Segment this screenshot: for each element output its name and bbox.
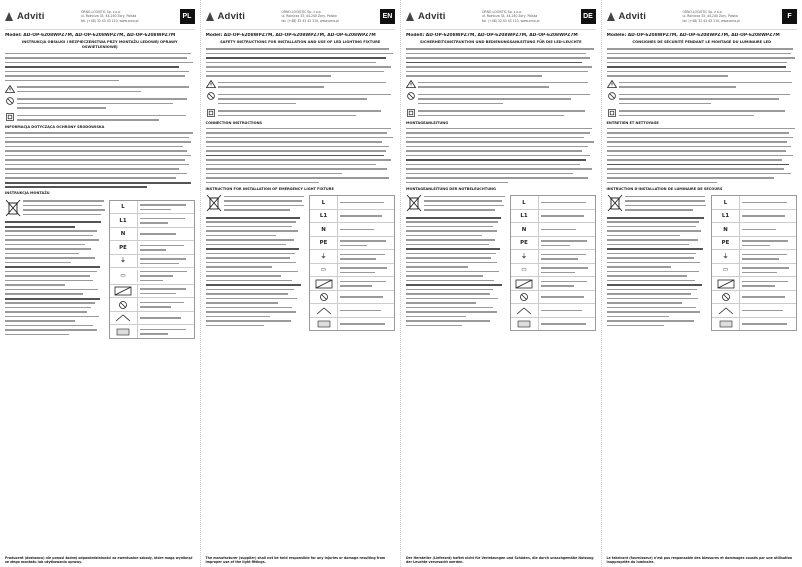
table-row: L	[511, 196, 595, 210]
logo-triangle-icon	[406, 12, 415, 21]
column-de	[401, 0, 602, 567]
table-row: L1	[310, 210, 394, 224]
section-heading: ENTRETIEN ET NETTOYAGE	[606, 120, 659, 125]
column-fr	[602, 0, 802, 567]
table-row: PE	[310, 237, 394, 251]
section-heading: MONTAGEANLEITUNG DER NOTBELEUCHTUNG	[406, 186, 496, 191]
symbol-table	[309, 195, 395, 331]
liability-footer: Der Hersteller (Lieferant) haftet nicht für Verletzungen und Schäden, die durch unsachgemäße Nutzung der Leuchte verursacht werden.	[406, 555, 594, 564]
column-pl	[0, 0, 201, 567]
install-section	[406, 193, 596, 331]
table-row	[310, 277, 394, 291]
column-header	[607, 4, 798, 30]
section-heading: CONNECTION INSTRUCTIONS	[205, 120, 263, 125]
warning-block	[5, 113, 195, 124]
column-header	[206, 4, 396, 30]
liability-footer: Producent (dostawca) nie ponosi żadnej odpowiedzialności za ewentualne szkody, które mogą wyniknąć ze złego montażu lub użytkowania oprawy.	[5, 555, 193, 564]
model-line: Model: AD-OP-6208WPZ7M, AD-OP-6208WPZ7M, AD-OP-6208WPZ7M	[205, 33, 376, 38]
class-ii-icon	[406, 109, 416, 117]
crossed-bin-icon	[206, 194, 222, 212]
table-row: PE	[712, 237, 796, 251]
manual-title: SAFETY INSTRUCTIONS FOR INSTALLATION AND USE OF LED LIGHTING FIXTURE	[220, 40, 381, 44]
model-line: Modèle: AD-OP-6208WPZ7M, AD-OP-6208WPZ7M, AD-OP-6208WPZ7M	[606, 33, 780, 38]
table-row: N	[110, 228, 194, 242]
no-light-source-icon	[406, 92, 416, 100]
table-row: N	[511, 223, 595, 237]
company-address: ORNO-LOGISTIC Sp. z o.o. ul. Rolnicza 33, 44-240 Żory, Polska tel. (+48) 32 43 43 110, www.orno.pl	[482, 10, 540, 23]
intro-paragraph	[206, 47, 396, 79]
crossed-bin-icon	[5, 199, 21, 217]
table-row: ▭	[511, 264, 595, 278]
manual-title: INSTRUKCJA OBSŁUGI I BEZPIECZEŃSTWA PRZY MONTAŻU LEDOWEJ OPRAWY OŚWIETLENIOWEJ	[21, 40, 178, 49]
liability-footer: The manufacturer (supplier) shall not be held responsible for any injuries or damage resulting from improper use of the light fittings.	[205, 555, 386, 564]
symbol-table	[510, 195, 596, 331]
language-badge: PL	[180, 9, 195, 24]
logo-triangle-icon	[5, 12, 14, 21]
table-row: ▭	[110, 268, 194, 285]
table-row: PE	[511, 237, 595, 251]
model-line: Model: AD-OP-6208WPZ7M, AD-OP-6208WPZ7M, AD-OP-6208WPZ7M	[5, 33, 176, 38]
no-light-source-icon	[607, 92, 617, 100]
manual-title: CONSIGNES DE SÉCURITÉ PENDANT LE MONTAGE DU LUMINAIRE LED	[632, 40, 772, 44]
warning-block	[406, 80, 596, 91]
warning-block	[607, 80, 798, 91]
company-address: ORNO-LOGISTIC Sp. z o.o. ul. Rolnicza 33, 44-240 Żory, Polska tel. (+48) 32 43 43 110, www.orno.pl	[81, 10, 139, 23]
section-paragraph	[406, 126, 596, 185]
adviti-logo: Adviti	[206, 11, 268, 22]
table-row	[110, 285, 194, 299]
logo-triangle-icon	[206, 12, 215, 21]
section-heading: INSTRUCTION D'INSTALLATION DE LUMINAIRE DE SECOURS	[606, 186, 723, 191]
table-row: ▭	[712, 264, 796, 278]
recycle-block	[406, 194, 507, 214]
logo-triangle-icon	[607, 12, 616, 21]
column-header	[5, 4, 195, 30]
table-row	[511, 304, 595, 318]
warning-block	[406, 92, 596, 108]
section-heading: INFORMACJA DOTYCZĄCA OCHRONY ŚRODOWISKA	[5, 125, 105, 130]
table-row: PE	[110, 241, 194, 255]
intro-paragraph	[5, 51, 195, 83]
table-row	[310, 291, 394, 305]
table-row: L1	[511, 210, 595, 224]
table-row: L1	[712, 210, 796, 224]
install-section	[5, 198, 195, 339]
install-section	[206, 193, 396, 331]
column-header	[406, 4, 596, 30]
install-section	[607, 193, 798, 331]
table-row	[712, 304, 796, 318]
table-row: L	[110, 201, 194, 215]
table-row	[511, 277, 595, 291]
section-paragraph	[607, 126, 798, 185]
adviti-logo: Adviti	[406, 11, 468, 22]
no-light-source-icon	[5, 97, 15, 105]
warning-triangle-icon	[206, 80, 216, 88]
section-heading: MONTAGEANLEITUNG	[406, 120, 449, 125]
class-ii-icon	[607, 109, 617, 117]
language-badge: EN	[380, 9, 395, 24]
recycle-block	[206, 194, 307, 214]
company-address: ORNO-LOGISTIC Sp. z o.o. ul. Rolnicza 33, 44-240 Żory, Polska tel. (+48) 32 43 43 110, www.orno.pl	[682, 10, 741, 23]
warning-triangle-icon	[607, 80, 617, 88]
table-row: N	[712, 223, 796, 237]
liability-footer: Le fabricant (fournisseur) n'est pas responsable des blessures et dommages causés par une utilisation inappropriée du luminaire.	[606, 555, 793, 564]
section-heading: INSTRUCTION FOR INSTALLATION OF EMERGENCY LIGHT FIXTURE	[205, 186, 334, 191]
intro-paragraph	[607, 47, 798, 79]
adviti-logo: Adviti	[607, 11, 669, 22]
language-badge: DE	[581, 9, 596, 24]
company-address: ORNO-LOGISTIC Sp. z o.o. ul. Rolnicza 33, 44-240 Żory, Polska tel. (+48) 32 43 43 110, www.orno.pl	[281, 10, 340, 23]
table-row: L1	[110, 214, 194, 228]
table-row	[712, 318, 796, 331]
adviti-logo: Adviti	[5, 11, 67, 22]
warning-block	[206, 109, 396, 120]
table-row: N	[310, 223, 394, 237]
table-row	[511, 291, 595, 305]
class-ii-icon	[206, 109, 216, 117]
table-row: L	[310, 196, 394, 210]
warning-block	[206, 80, 396, 91]
warning-block	[406, 109, 596, 120]
section-paragraph	[5, 131, 195, 190]
table-row: ⏚	[310, 250, 394, 264]
language-badge: F	[782, 9, 797, 24]
table-row: L	[712, 196, 796, 210]
recycle-block	[5, 199, 106, 219]
warning-block	[206, 92, 396, 108]
table-row: ⏚	[712, 250, 796, 264]
table-row: ⏚	[110, 255, 194, 269]
table-row: ⏚	[511, 250, 595, 264]
crossed-bin-icon	[406, 194, 422, 212]
table-row	[110, 312, 194, 326]
intro-paragraph	[406, 47, 596, 79]
table-row	[511, 318, 595, 331]
table-row	[310, 304, 394, 318]
warning-block	[5, 97, 195, 113]
symbol-table	[711, 195, 797, 331]
table-row	[712, 277, 796, 291]
warning-triangle-icon	[5, 85, 15, 93]
model-line: Modell: AD-OP-6208WPZ7M, AD-OP-6208WPZ7M, AD-OP-6208WPZ7M	[406, 33, 578, 38]
no-light-source-icon	[206, 92, 216, 100]
column-en	[201, 0, 402, 567]
table-row: ▭	[310, 264, 394, 278]
crossed-bin-icon	[607, 194, 623, 212]
class-ii-icon	[5, 113, 15, 121]
table-row	[110, 298, 194, 312]
table-row	[310, 318, 394, 331]
warning-block	[5, 85, 195, 96]
section-heading: INSTRUKCJA MONTAŻU	[5, 191, 50, 196]
table-row	[110, 325, 194, 338]
section-paragraph	[206, 126, 396, 185]
warning-triangle-icon	[406, 80, 416, 88]
warning-block	[607, 92, 798, 108]
table-row	[712, 291, 796, 305]
symbol-table	[109, 200, 195, 339]
warning-block	[607, 109, 798, 120]
recycle-block	[607, 194, 709, 214]
manual-title: SICHERHEITSINSTRUKTION UND BEDIENUNGSANLEITUNG FÜR DIE LED-LEUCHTE	[419, 40, 582, 44]
